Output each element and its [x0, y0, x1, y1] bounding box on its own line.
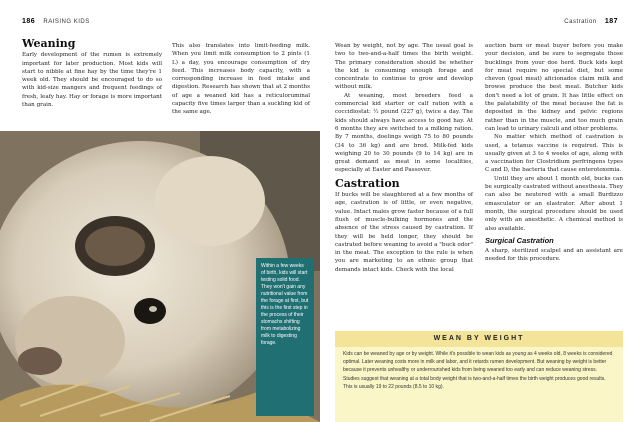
sidebar-text: Kids can be weaned by age or by weight. While it's possible to wean kids as young as 4 weeks old, 8 weeks is considered optimal. Later weaning costs more in milk and labor, and it retards rumen development. But weaning by weight is better because it prevents unhealthy or underrourished kids from being weaned too early and can reduce weaning stress. Studies suggest that weaning at a total body weight that is two-and-a-half times the birth weight produces good results. This is usually 19 to 22 pounds (8.5 to 10 kg). [343, 351, 613, 390]
paragraph: At weaning, most breeders feed a commercial kid starter or calf ration with a coccidiostat: ½ pound (227 g), twice a day. The kids should always have access to good hay. At 6 months they are switched to a milking ration. By 7 months, doelings weigh 75 to 80 pounds (34 to 36 kg) and are bred. Milk-fed kids weighing 20 to 30 pounds (9 to 14 kg) are in great demand as meat in some localities, especially at Easter and Passover. [335, 92, 473, 174]
running-head-left: RAISING KIDS [43, 19, 90, 25]
column-3 [335, 42, 473, 274]
paragraph: Early development of the rumen is extremely important for later production. Most kids will start to nibble at fine hay by the time they're 1 week old. They should be encouraged to do so with kid-size mangers and frequent feedings of fresh, leafy hay. Hay or forage is more important than grain. [22, 52, 162, 109]
column-2 [172, 42, 310, 117]
paragraph: If bucks will be slaughtered at a few months of age, castration is of little, or even negative, value. Intact males grow faster because of a full flush of muscle-bulking hormones and the absence of the stress caused by castration. If they will be held longer, they should be castrated before weaning to avoid a "buck odor" in the meat. The exception to the rule is when you are marketing to an ethnic group that demands intact kids. Check with the local [335, 192, 473, 273]
section-heading-castration: Castration [335, 176, 400, 190]
column-1 [22, 38, 162, 109]
sidebar-title: WEAN BY WEIGHT [335, 331, 623, 347]
section-heading-weaning: Weaning [22, 37, 76, 50]
photo-caption: Within a few weeks of birth, kids will start testing solid food. They won't gain any nutritional value from the forage at first, but this is the first step in the process of their stomachs shifting from metabolizing milk to digesting forage. [256, 258, 314, 416]
paragraph: No matter which method of castration is used, a tetanus vaccine is required. This is usually given at 3 to 4 weeks of age, along with a vaccination for Clostridium perfringens types C and D, the bacteria that cause enterotoxemia. [485, 134, 623, 174]
header-left [22, 18, 90, 25]
paragraph: A sharp, sterilized scalpel and an assistant are needed for this procedure. [485, 248, 623, 263]
paragraph: This also translates into limit-feeding milk. When you limit milk consumption to 2 pints (1 L) a day, you encourage consumption of dry feed. This increases body capacity, with a corresponding increase in feed intake and digestion. Research has shown that at 2 months of age a weaned kid has a reticuloruminal capacity five times larger than a suckling kid of the same age. [172, 43, 310, 116]
page-number-left: 186 [22, 18, 36, 25]
header-right [564, 18, 618, 25]
paragraph: Until they are about 1 month old, bucks can be surgically castrated without anesthesia. They can also be neutered with a small Burdizzo emasculator or an elastrator. After about 1 month, the surgical procedure should be used only with an anesthetic. A chemical method is also available. [485, 175, 623, 232]
paragraph: auction barn or meat buyer before you make your decision, and be sure to segregate those bucklings from your doe herd. Buck kids kept for meat require no special diet, but some chevon (goat meat) aficionados claim milk and browse produce the best meat. Butcher kids don't need a lot of grain. It has little effect on the palatability of the meat because the fat is deposited in the kidney and pelvic regions rather than in the muscle, and too much grain can lead to urinary calculi and other problems. [485, 43, 623, 132]
column-4 [485, 42, 623, 264]
paragraph: Wean by weight, not by age. The usual goal is two to two-and-a-half times the birth weight. The primary consideration should be whether the kid is consuming enough forage and concentrate to continue to grow and develop without milk. [335, 43, 473, 91]
running-head-right: Castration [564, 19, 597, 25]
page-number-right: 187 [604, 18, 618, 25]
subheading-surgical-castration: Surgical Castration [485, 235, 554, 245]
wean-by-weight-sidebar [335, 331, 623, 422]
